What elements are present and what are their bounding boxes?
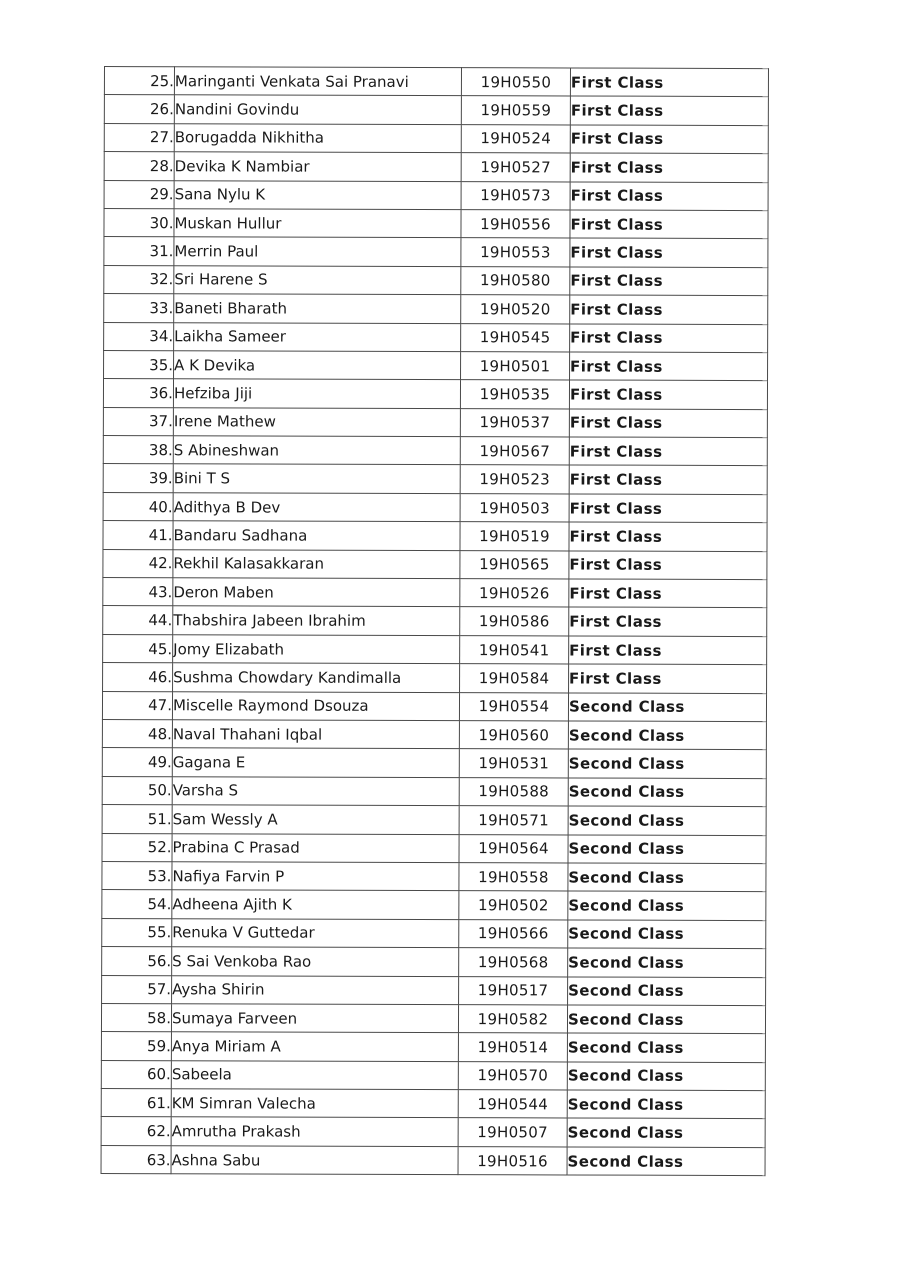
register-number-cell: 19H0516 (458, 1146, 567, 1175)
table-row (101, 1145, 765, 1175)
student-name-cell: Baneti Bharath (174, 294, 461, 323)
table-row (102, 975, 766, 1005)
serial-number-cell: 58. (101, 1003, 171, 1032)
results-table-body (101, 67, 768, 1176)
student-name-cell: Sushma Chowdary Kandimalla (173, 663, 460, 692)
student-name-cell: S Sai Venkoba Rao (172, 947, 459, 976)
student-name-cell: Hefziba Jiji (173, 379, 460, 408)
register-number-cell: 19H0559 (461, 96, 570, 125)
serial-number-cell: 34. (104, 322, 174, 351)
table-row (102, 890, 766, 920)
student-name-cell: S Abineshwan (173, 436, 460, 465)
student-name-cell: Irene Mathew (173, 407, 460, 436)
result-class-cell: First Class (570, 267, 768, 296)
table-row (104, 322, 768, 352)
result-class-cell: Second Class (568, 976, 766, 1005)
result-class-cell: First Class (570, 352, 768, 381)
serial-number-cell: 56. (102, 947, 172, 976)
register-number-cell: 19H0544 (458, 1090, 567, 1119)
register-number-cell: 19H0531 (459, 749, 568, 778)
serial-number-cell: 50. (102, 776, 172, 805)
result-class-cell: Second Class (567, 1090, 765, 1119)
serial-number-cell: 41. (103, 521, 173, 550)
register-number-cell: 19H0566 (459, 919, 568, 948)
serial-number-cell: 28. (104, 152, 174, 181)
serial-number-cell: 57. (102, 975, 172, 1004)
result-class-cell: First Class (570, 295, 768, 324)
register-number-cell: 19H0507 (458, 1118, 567, 1147)
serial-number-cell: 46. (103, 663, 173, 692)
register-number-cell: 19H0554 (459, 692, 568, 721)
register-number-cell: 19H0520 (461, 295, 570, 324)
serial-number-cell: 26. (104, 95, 174, 124)
register-number-cell: 19H0565 (460, 550, 569, 579)
register-number-cell: 19H0545 (461, 323, 570, 352)
register-number-cell: 19H0584 (460, 664, 569, 693)
register-number-cell: 19H0560 (459, 721, 568, 750)
register-number-cell: 19H0556 (461, 210, 570, 239)
register-number-cell: 19H0501 (461, 352, 570, 381)
student-name-cell: Prabina C Prasad (172, 833, 459, 862)
table-row (102, 947, 766, 977)
table-row (101, 1060, 765, 1090)
serial-number-cell: 47. (102, 691, 172, 720)
serial-number-cell: 43. (103, 578, 173, 607)
result-class-cell: First Class (569, 607, 767, 636)
register-number-cell: 19H0526 (460, 579, 569, 608)
result-class-cell: Second Class (568, 920, 766, 949)
serial-number-cell: 53. (102, 861, 172, 890)
table-row (101, 1032, 765, 1062)
student-name-cell: Maringanti Venkata Sai Pranavi (174, 67, 461, 96)
result-class-cell: Second Class (567, 1118, 765, 1147)
serial-number-cell: 52. (102, 833, 172, 862)
register-number-cell: 19H0564 (459, 834, 568, 863)
result-class-cell: Second Class (567, 1005, 765, 1034)
result-class-cell: First Class (569, 551, 767, 580)
serial-number-cell: 35. (104, 350, 174, 379)
student-name-cell: Deron Maben (173, 578, 460, 607)
table-row (104, 350, 768, 380)
student-name-cell: Nandini Govindu (174, 95, 461, 124)
register-number-cell: 19H0558 (459, 863, 568, 892)
result-class-cell: First Class (569, 465, 767, 494)
serial-number-cell: 63. (101, 1145, 171, 1174)
student-name-cell: Thabshira Jabeen Ibrahim (173, 606, 460, 635)
register-number-cell: 19H0524 (461, 124, 570, 153)
student-name-cell: Varsha S (172, 776, 459, 805)
register-number-cell: 19H0588 (459, 777, 568, 806)
table-row (104, 294, 768, 324)
result-class-cell: Second Class (568, 863, 766, 892)
student-name-cell: Ashna Sabu (171, 1146, 458, 1175)
result-class-cell: First Class (569, 380, 767, 409)
register-number-cell: 19H0567 (460, 437, 569, 466)
table-row (101, 1089, 765, 1119)
table-row (103, 663, 767, 693)
student-name-cell: Bini T S (173, 464, 460, 493)
register-number-cell: 19H0571 (459, 806, 568, 835)
result-class-cell: Second Class (568, 721, 766, 750)
student-name-cell: Sumaya Farveen (171, 1004, 458, 1033)
student-name-cell: A K Devika (174, 351, 461, 380)
serial-number-cell: 37. (103, 407, 173, 436)
student-name-cell: KM Simran Valecha (171, 1089, 458, 1118)
table-row (102, 748, 766, 778)
result-class-cell: First Class (569, 409, 767, 438)
result-class-cell: First Class (570, 238, 768, 267)
table-row (104, 180, 768, 210)
table-row (102, 805, 766, 835)
result-class-cell: First Class (569, 494, 767, 523)
table-row (104, 237, 768, 267)
serial-number-cell: 60. (101, 1060, 171, 1089)
result-class-cell: First Class (569, 664, 767, 693)
serial-number-cell: 51. (102, 805, 172, 834)
result-class-cell: First Class (570, 96, 768, 125)
register-number-cell: 19H0573 (461, 181, 570, 210)
result-class-cell: Second Class (567, 1062, 765, 1091)
serial-number-cell: 42. (103, 549, 173, 578)
table-row (102, 918, 766, 948)
serial-number-cell: 38. (103, 436, 173, 465)
table-row (102, 691, 766, 721)
table-row (103, 578, 767, 608)
serial-number-cell: 39. (103, 464, 173, 493)
serial-number-cell: 31. (104, 237, 174, 266)
serial-number-cell: 48. (102, 719, 172, 748)
result-class-cell: First Class (569, 437, 767, 466)
result-class-cell: First Class (570, 153, 768, 182)
student-name-cell: Gagana E (172, 748, 459, 777)
result-class-cell: Second Class (567, 1147, 765, 1176)
table-row (104, 265, 768, 295)
table-row (102, 833, 766, 863)
table-row (103, 521, 767, 551)
student-name-cell: Sabeela (171, 1060, 458, 1089)
register-number-cell: 19H0527 (461, 153, 570, 182)
student-name-cell: Naval Thahani Iqbal (172, 720, 459, 749)
student-name-cell: Miscelle Raymond Dsouza (172, 691, 459, 720)
student-name-cell: Laikha Sameer (174, 322, 461, 351)
serial-number-cell: 27. (104, 123, 174, 152)
result-class-cell: Second Class (568, 693, 766, 722)
student-name-cell: Sri Harene S (174, 265, 461, 294)
table-row (103, 407, 767, 437)
result-class-cell: Second Class (567, 1033, 765, 1062)
result-class-cell: Second Class (568, 749, 766, 778)
results-table (101, 66, 769, 1176)
register-number-cell: 19H0570 (458, 1061, 567, 1090)
serial-number-cell: 40. (103, 492, 173, 521)
table-row (104, 152, 768, 182)
register-number-cell: 19H0517 (459, 976, 568, 1005)
student-name-cell: Aysha Shirin (172, 975, 459, 1004)
student-name-cell: Merrin Paul (174, 237, 461, 266)
table-row (103, 549, 767, 579)
result-class-cell: First Class (569, 522, 767, 551)
student-name-cell: Jomy Elizabath (173, 635, 460, 664)
student-name-cell: Sam Wessly A (172, 805, 459, 834)
result-class-cell: First Class (570, 323, 768, 352)
register-number-cell: 19H0553 (461, 238, 570, 267)
table-row (104, 208, 768, 238)
table-row (104, 95, 768, 125)
register-number-cell: 19H0550 (461, 68, 570, 97)
register-number-cell: 19H0502 (459, 891, 568, 920)
serial-number-cell: 29. (104, 180, 174, 209)
register-number-cell: 19H0519 (460, 522, 569, 551)
student-name-cell: Adithya B Dev (173, 493, 460, 522)
serial-number-cell: 49. (102, 748, 172, 777)
result-class-cell: Second Class (568, 778, 766, 807)
serial-number-cell: 55. (102, 918, 172, 947)
table-row (102, 776, 766, 806)
table-row (103, 492, 767, 522)
table-row (101, 1117, 765, 1147)
result-class-cell: Second Class (568, 835, 766, 864)
table-row (103, 606, 767, 636)
table-row (104, 67, 768, 97)
student-name-cell: Bandaru Sadhana (173, 521, 460, 550)
table-row (103, 436, 767, 466)
serial-number-cell: 30. (104, 208, 174, 237)
result-class-cell: Second Class (568, 948, 766, 977)
result-class-cell: Second Class (568, 891, 766, 920)
table-row (103, 464, 767, 494)
register-number-cell: 19H0568 (459, 948, 568, 977)
student-name-cell: Muskan Hullur (174, 209, 461, 238)
table-row (102, 861, 766, 891)
result-class-cell: First Class (569, 579, 767, 608)
table-row (103, 634, 767, 664)
serial-number-cell: 45. (103, 634, 173, 663)
student-name-cell: Rekhil Kalasakkaran (173, 549, 460, 578)
student-name-cell: Renuka V Guttedar (172, 918, 459, 947)
result-class-cell: First Class (570, 125, 768, 154)
serial-number-cell: 54. (102, 890, 172, 919)
register-number-cell: 19H0523 (460, 465, 569, 494)
register-number-cell: 19H0541 (460, 635, 569, 664)
result-class-cell: First Class (570, 210, 768, 239)
table-row (104, 123, 768, 153)
serial-number-cell: 59. (101, 1032, 171, 1061)
result-class-cell: First Class (570, 182, 768, 211)
serial-number-cell: 44. (103, 606, 173, 635)
student-name-cell: Anya Miriam A (171, 1032, 458, 1061)
register-number-cell: 19H0580 (461, 266, 570, 295)
table-row (103, 379, 767, 409)
serial-number-cell: 32. (104, 265, 174, 294)
result-class-cell: Second Class (568, 806, 766, 835)
student-name-cell: Adheena Ajith K (172, 890, 459, 919)
register-number-cell: 19H0582 (458, 1005, 567, 1034)
serial-number-cell: 61. (101, 1089, 171, 1118)
register-number-cell: 19H0503 (460, 493, 569, 522)
serial-number-cell: 25. (104, 67, 174, 96)
result-class-cell: First Class (569, 636, 767, 665)
student-name-cell: Nafiya Farvin P (172, 862, 459, 891)
student-name-cell: Sana Nylu K (174, 180, 461, 209)
student-name-cell: Borugadda Nikhitha (174, 124, 461, 153)
register-number-cell: 19H0514 (458, 1033, 567, 1062)
register-number-cell: 19H0586 (460, 607, 569, 636)
table-row (102, 719, 766, 749)
student-name-cell: Devika K Nambiar (174, 152, 461, 181)
serial-number-cell: 33. (104, 294, 174, 323)
student-name-cell: Amrutha Prakash (171, 1117, 458, 1146)
serial-number-cell: 36. (103, 379, 173, 408)
table-row (101, 1003, 765, 1033)
serial-number-cell: 62. (101, 1117, 171, 1146)
register-number-cell: 19H0535 (460, 380, 569, 409)
result-class-cell: First Class (570, 68, 768, 97)
register-number-cell: 19H0537 (460, 408, 569, 437)
